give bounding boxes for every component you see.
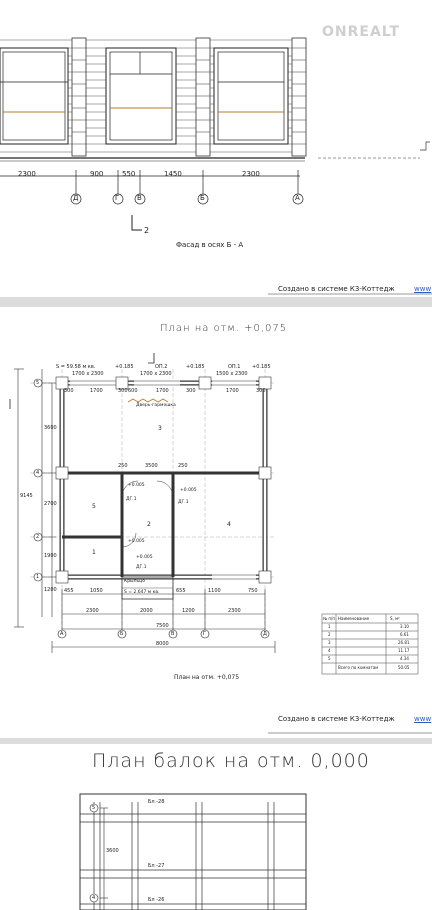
bottom-dim: 455	[64, 588, 74, 594]
top-dim: 1700	[226, 388, 239, 394]
overall-dim: 9145	[20, 493, 33, 499]
table-cell: 2	[328, 632, 331, 637]
beam-plan-drawing	[0, 744, 432, 910]
table-total-label: Всего по комнатам	[338, 665, 379, 670]
table-cell: 5	[328, 656, 331, 661]
footer-text: Создано в системе К3-Коттедж	[278, 715, 395, 723]
mid-dim: 250	[118, 463, 128, 469]
window-mark: ОП.2	[155, 364, 168, 370]
top-dim: 300	[118, 388, 128, 394]
plan-caption: План на отм. +0,075	[174, 674, 240, 681]
table-cell: 11.17	[398, 648, 410, 653]
partition-label: Дверь-гармошка	[136, 403, 176, 408]
row-axis: 4	[92, 895, 96, 901]
facade-dim-2: 900	[90, 170, 104, 178]
section-mark: 2	[144, 226, 150, 235]
table-cell: 3.10	[400, 624, 409, 629]
axis-dim: 2300	[86, 608, 99, 614]
facade-dim-4: 1450	[164, 170, 182, 178]
level-mark: +0.005	[128, 539, 145, 544]
table-cell: 1	[328, 624, 331, 629]
col-axis: В	[171, 631, 175, 637]
row-axis: 5	[92, 805, 96, 811]
col-axis: А	[60, 631, 64, 637]
room-number: 5	[92, 503, 96, 510]
door-label: ДГ.1	[136, 565, 147, 570]
top-dim: 600	[128, 388, 138, 394]
facade-dim-3: 550	[122, 170, 136, 178]
total-dim: 8000	[156, 641, 169, 647]
table-cell: 3	[328, 640, 331, 645]
total-dim: 7500	[156, 623, 169, 629]
facade-dim-1: 2300	[18, 170, 36, 178]
axis-label: Г	[115, 194, 120, 202]
porch-area: S = 2.647 м кв.	[124, 590, 160, 595]
beam-label: Бл -26	[148, 897, 165, 903]
axis-label: Д	[73, 194, 79, 202]
bottom-dim: 1100	[208, 588, 221, 594]
bottom-dim: 655	[176, 588, 186, 594]
axis-label: А	[295, 194, 300, 202]
room-number: 4	[227, 521, 231, 528]
table-total-value: 50.05	[398, 665, 410, 670]
door-label: ДГ.1	[126, 497, 137, 502]
mark: +0.185	[252, 364, 271, 370]
left-dim: 1200	[44, 587, 57, 593]
watermark: ONREALT	[322, 24, 400, 40]
col-axis: Д	[263, 631, 267, 637]
mark: +0.185	[115, 364, 134, 370]
beam-plan-sheet	[0, 744, 432, 910]
top-dim: 1700	[156, 388, 169, 394]
top-dim: 300	[186, 388, 196, 394]
axis-dim: 2300	[228, 608, 241, 614]
window-size: 1700 x 2300	[140, 371, 172, 377]
mark: +0.185	[186, 364, 205, 370]
door-label: ДГ.1	[178, 500, 189, 505]
facade-dim-5: 2300	[242, 170, 260, 178]
left-dim: 2700	[44, 501, 57, 507]
left-dim: 1900	[44, 553, 57, 559]
bottom-dim: 750	[248, 588, 258, 594]
facade-sheet	[0, 0, 432, 297]
row-axis: 1	[36, 574, 40, 580]
table-cell: 4	[328, 648, 331, 653]
axis-dim: 1200	[182, 608, 195, 614]
level-mark: +0.005	[128, 483, 145, 488]
mid-dim: 3500	[145, 463, 158, 469]
axis-label: В	[137, 194, 142, 202]
row-axis: 2	[36, 534, 40, 540]
footer-text: Создано в системе К3-Коттедж	[278, 285, 395, 293]
level-mark: +0.005	[136, 555, 153, 560]
table-cell: 26.81	[398, 640, 410, 645]
beam-dim: 3600	[106, 848, 119, 854]
axis-label: Б	[200, 194, 205, 202]
col-axis: Г	[203, 631, 207, 637]
room-number: 1	[92, 549, 96, 556]
footer-link[interactable]: www	[414, 285, 432, 293]
table-cell: 6.61	[400, 632, 409, 637]
floor-plan-sheet	[0, 307, 432, 738]
table-header: S, м²	[390, 616, 400, 621]
bottom-dim: 1050	[90, 588, 103, 594]
porch-label: Крыльцо	[124, 579, 145, 584]
beam-label: Бл -28	[148, 799, 165, 805]
row-axis: 5	[36, 380, 40, 386]
facade-drawing	[0, 0, 432, 297]
table-cell: 4.34	[400, 656, 409, 661]
level-mark: +0.005	[180, 488, 197, 493]
mid-dim: 250	[178, 463, 188, 469]
col-axis: Б	[120, 631, 124, 637]
left-dim: 3600	[44, 425, 57, 431]
table-header: Наименование	[338, 616, 370, 621]
facade-caption: Фасад в осях Б - А	[176, 241, 244, 249]
axis-dim: 2000	[140, 608, 153, 614]
top-dim: 300	[64, 388, 74, 394]
window-mark: ОП.1	[228, 364, 241, 370]
room-number: 2	[147, 521, 151, 528]
area-label: S = 59.58 м кв.	[56, 364, 96, 370]
window-size: 1500 x 2300	[216, 371, 248, 377]
beam-label: Бл -27	[148, 863, 165, 869]
table-header: № п/п	[323, 616, 336, 621]
window-size: 1700 x 2300	[72, 371, 104, 377]
top-dim: 300	[256, 388, 266, 394]
row-axis: 4	[36, 470, 40, 476]
top-dim: 1700	[90, 388, 103, 394]
footer-link[interactable]: www	[414, 715, 432, 723]
plan-title: План на отм. +0,075	[160, 323, 288, 334]
beam-plan-title: План балок на отм. 0,000	[92, 750, 370, 772]
room-number: 3	[158, 425, 162, 432]
